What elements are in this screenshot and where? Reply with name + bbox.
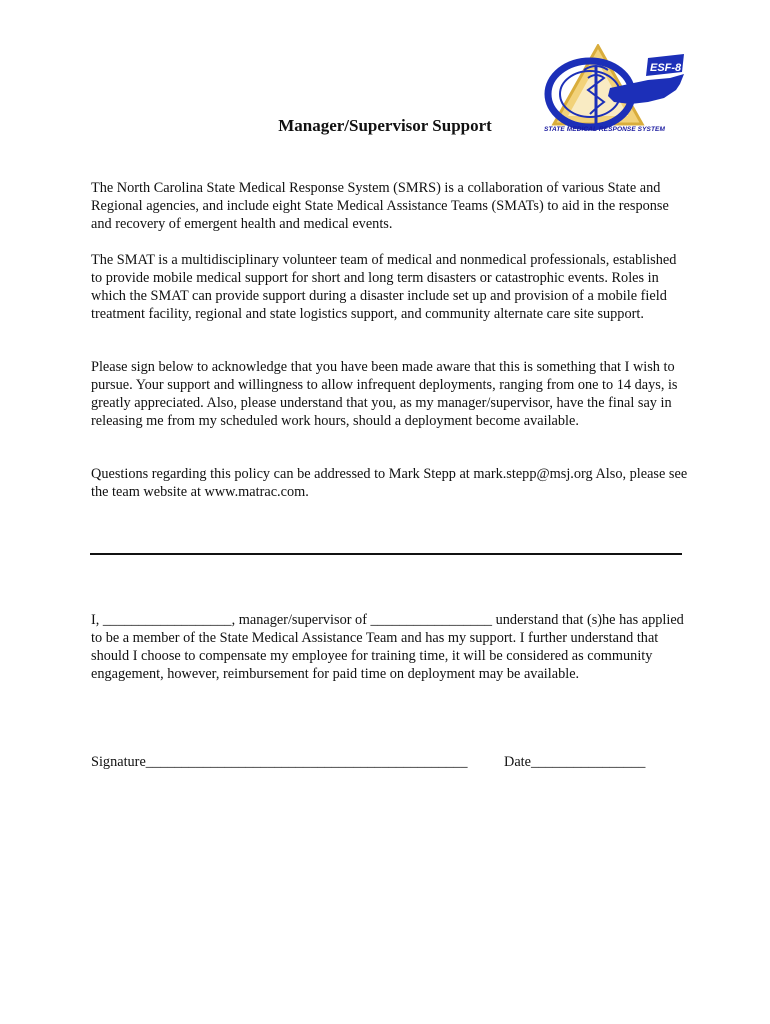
statement-text: I, __________________, manager/supervisor of _________________ understand that (s)he has applied to be a member of the State Medical Assistance Team and has my support. I further understand that should I choose to compensate my employee for training time, it will be considered as community engagement, however, reimbursement for paid time on deployment may be available. bbox=[91, 612, 684, 682]
date-field[interactable]: Date________________ bbox=[504, 754, 646, 770]
acknowledge-request-paragraph bbox=[91, 359, 691, 431]
smat-description-paragraph bbox=[91, 252, 691, 324]
acknowledgement-statement bbox=[91, 612, 691, 684]
paragraph-text: The North Carolina State Medical Response System (SMRS) is a collaboration of various State and Regional agencies, and include eight State Medical Assistance Teams (SMATs) to aid in the response and recovery of emergent health and medical events. bbox=[91, 180, 669, 232]
contact-paragraph bbox=[91, 466, 691, 502]
logo-badge-text: ESF-8 bbox=[650, 62, 682, 74]
paragraph-text: Please sign below to acknowledge that you have been made aware that this is something that I wish to pursue. Your support and willingness to allow infrequent deployments, ranging from one to 14 days, is greatly appreciated. Also, please understand that you, as my manager/supervisor, have the final say in releasing me from my scheduled work hours, should a deployment become available. bbox=[91, 359, 678, 429]
signature-field[interactable]: Signature_____________________________________________ bbox=[91, 754, 468, 770]
paragraph-text: The SMAT is a multidisciplinary volunteer team of medical and nonmedical professionals, established to provide mobile medical support for short and long term disasters or catastrophic events. Roles in which the SMAT can provide support during a disaster include set up and provision of a mobile field treatment facility, regional and state logistics support, and community alternate care site support. bbox=[91, 252, 677, 322]
page-title: Manager/Supervisor Support bbox=[278, 116, 492, 135]
intro-paragraph bbox=[91, 180, 691, 234]
logo-caption: STATE MEDICAL RESPONSE SYSTEM bbox=[544, 126, 665, 133]
section-divider bbox=[90, 553, 682, 555]
paragraph-text: Questions regarding this policy can be addressed to Mark Stepp at mark.stepp@msj.org Also, please see the team website at www.matrac.com. bbox=[91, 466, 688, 500]
